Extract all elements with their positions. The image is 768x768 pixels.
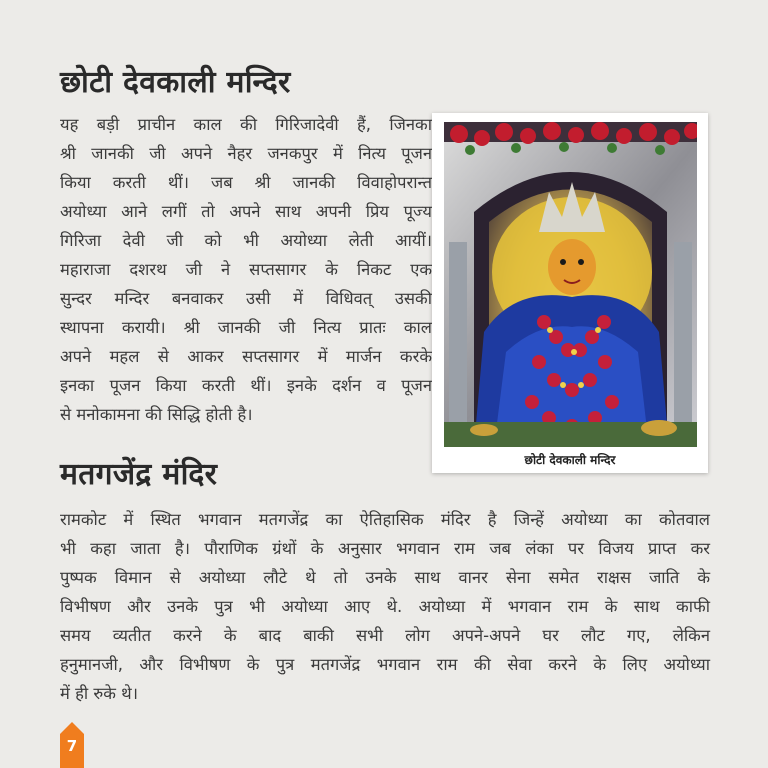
paragraph-line: पुष्पक विमान से अयोध्या लौटे थे तो उनके साथ वानर सेना समेत राक्षस जाति के [60,568,710,587]
paragraph-line: विभीषण और उनके पुत्र भी अयोध्या आए थे. अयोध्या में भगवान राम के साथ काफी [60,597,710,616]
photo-caption: छोटी देवकाली मन्दिर [524,453,616,467]
paragraph-matgajendra [60,505,710,708]
paragraph-line: इनका पूजन किया करती थीं। इनके दर्शन व पूजन [60,376,432,395]
paragraph-line: गिरिजा देवी जी को भी अयोध्या लेती आयीं। [60,231,432,250]
paragraph-line: श्री जानकी जी अपने नैहर जनकपुर में नित्य पूजन [60,144,432,163]
paragraph-line: में ही रुके थे। [60,684,138,703]
paragraph-chhoti-devkali [60,110,432,429]
temple-photo-card [432,113,708,473]
paragraph-line: यह बड़ी प्राचीन काल की गिरिजादेवी हैं, जिनका [60,115,432,134]
paragraph-line: रामकोट में स्थित भगवान मतगजेंद्र का ऐतिहासिक मंदिर है जिन्हें अयोध्या का कोतवाल [60,510,710,529]
paragraph-line: अपने महल से आकर सप्तसागर में मार्जन करके [60,347,432,366]
devkali-deity-photo [444,122,697,447]
paragraph-line: सुन्दर मन्दिर बनवाकर उसी में विधिवत् उसकी [60,289,432,308]
paragraph-line: किया करती थीं। जब श्री जानकी विवाहोपरान्त [60,173,432,192]
paragraph-line: हनुमानजी, और विभीषण के पुत्र मतगजेंद्र भगवान राम की सेवा करने के लिए अयोध्या [60,655,710,674]
paragraph-line: समय व्यतीत करने के बाद बाकी सभी लोग अपने-अपने घर लौट गए, लेकिन [60,626,710,645]
page-number: 7 [66,737,78,755]
paragraph-line: स्थापना करायी। श्री जानकी जी नित्य प्रातः काल [60,318,432,337]
paragraph-line: से मनोकामना की सिद्धि होती है। [60,405,253,424]
section-heading-chhoti-devkali: छोटी देवकाली मन्दिर [60,65,291,100]
paragraph-line: महाराजा दशरथ जी ने सप्तसागर के निकट एक [60,260,432,279]
paragraph-line: भी कहा जाता है। पौराणिक ग्रंथों के अनुसार भगवान राम जब लंका पर विजय प्राप्त कर [60,539,710,558]
section-heading-matgajendra: मतगजेंद्र मंदिर [60,457,218,492]
deity-illustration [444,122,697,447]
paragraph-line: अयोध्या आने लगीं तो अपने साथ अपनी प्रिय पूज्य [60,202,432,221]
